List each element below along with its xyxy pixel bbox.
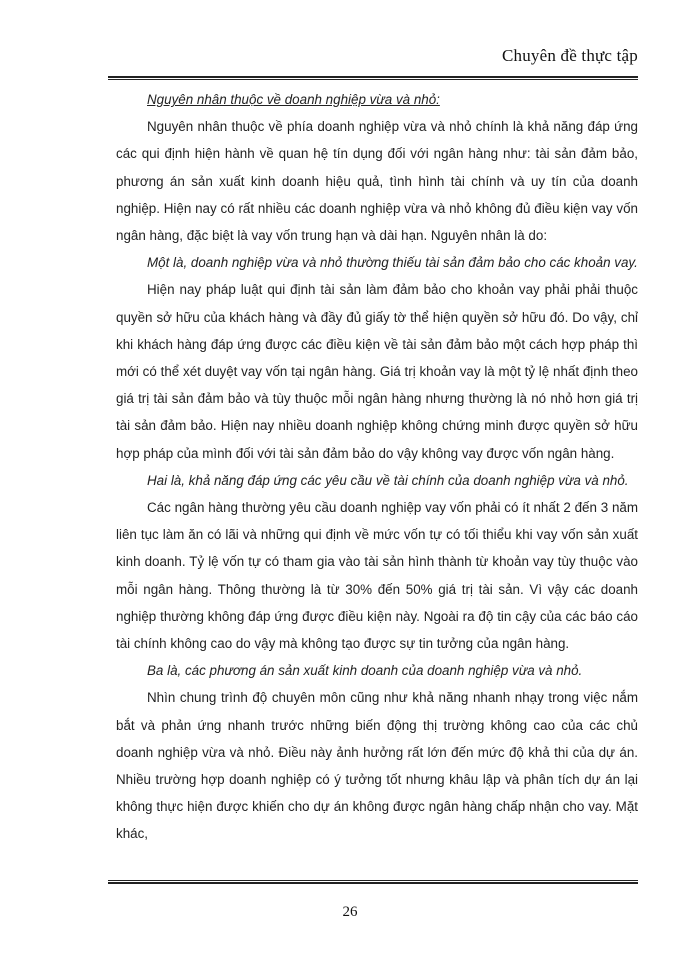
italic-subheading: Hai là, khả năng đáp ứng các yêu cầu về tài chính của doanh nghiệp vừa và nhỏ. [147,472,629,488]
italic-subheading: Một là, doanh nghiệp vừa và nhỏ thường thiếu tài sản đảm bảo cho các khoản vay. [147,255,638,271]
header-rule [108,76,638,78]
footer-rule-thin [108,880,638,881]
body-paragraph: Các ngân hàng thường yêu cầu doanh nghiệp vay vốn phải có ít nhất 2 đến 3 năm liên tục làm ăn có lãi và những qui định về mức vốn tự có tối thiểu khi vay vốn sản xuất kinh doanh. Tỷ lệ vốn tự có tham gia vào tài sản hình thành từ khoản vay tùy thuộc vào mỗi ngân hàng. Thông thường là từ 30% đến 50% giá trị tài sản. Vì vậy các doanh nghiệp thường không đáp ứng được điều kiện này. Ngoài ra độ tin cậy của các báo cáo tài chính không cao do vậy mà không tạo được sự tin tưởng của ngân hàng. [116,500,638,652]
header-title: Chuyên đề thực tập [501,46,638,65]
body-paragraph: Nguyên nhân thuộc về phía doanh nghiệp vừa và nhỏ chính là khả năng đáp ứng các qui định hiện hành về quan hệ tín dụng đối với ngân hàng như: tài sản đảm bảo, phương án sản xuất kinh doanh hiệu quả, tình hình tài chính và uy tín của doanh nghiệp. Hiện nay có rất nhiều các doanh nghiệp vừa và nhỏ không đủ điều kiện vay vốn ngân hàng, đặc biệt là vay vốn trung hạn và dài hạn. Nguyên nhân là do: [116,119,638,244]
page-body [116,86,638,848]
italic-subheading: Ba là, các phương án sản xuất kinh doanh của doanh nghiệp vừa và nhỏ. [147,663,583,679]
section-heading: Nguyên nhân thuộc về doanh nghiệp vừa và nhỏ: [147,92,440,107]
header-rule-thin [108,79,638,80]
footer-rule [108,882,638,884]
page-number: 26 [342,904,358,920]
body-paragraph: Nhìn chung trình độ chuyên môn cũng như khả năng nhanh nhạy trong việc nắm bắt và phản ứng nhanh trước những biến động thị trường không cao của các chủ doanh nghiệp vừa và nhỏ. Điều này ảnh hưởng rất lớn đến mức độ khả thi của dự án. Nhiều trường hợp doanh nghiệp có ý tưởng tốt nhưng khâu lập và phân tích dự án lại không thực hiện được khiến cho dự án không được ngân hàng chấp nhận cho vay. Mặt khác, [116,690,638,842]
body-paragraph: Hiện nay pháp luật qui định tài sản làm đảm bảo cho khoản vay phải phải thuộc quyền sở hữu của khách hàng và đầy đủ giấy tờ thể hiện quyền sở hữu đó. Do vậy, chỉ khi khách hàng đáp ứng được các điều kiện về tài sản đảm bảo một cách hợp pháp thì mới có thể xét duyệt vay vốn tại ngân hàng. Giá trị khoản vay là một tỷ lệ nhất định theo giá trị tài sản đảm bảo và tùy thuộc mỗi ngân hàng nhưng thường là nó nhỏ hơn giá trị tài sản đảm bảo. Hiện nay nhiều doanh nghiệp không chứng minh được quyền sở hữu hợp pháp của mình đối với tài sản đảm bảo do vậy không vay được vốn ngân hàng. [116,282,638,461]
